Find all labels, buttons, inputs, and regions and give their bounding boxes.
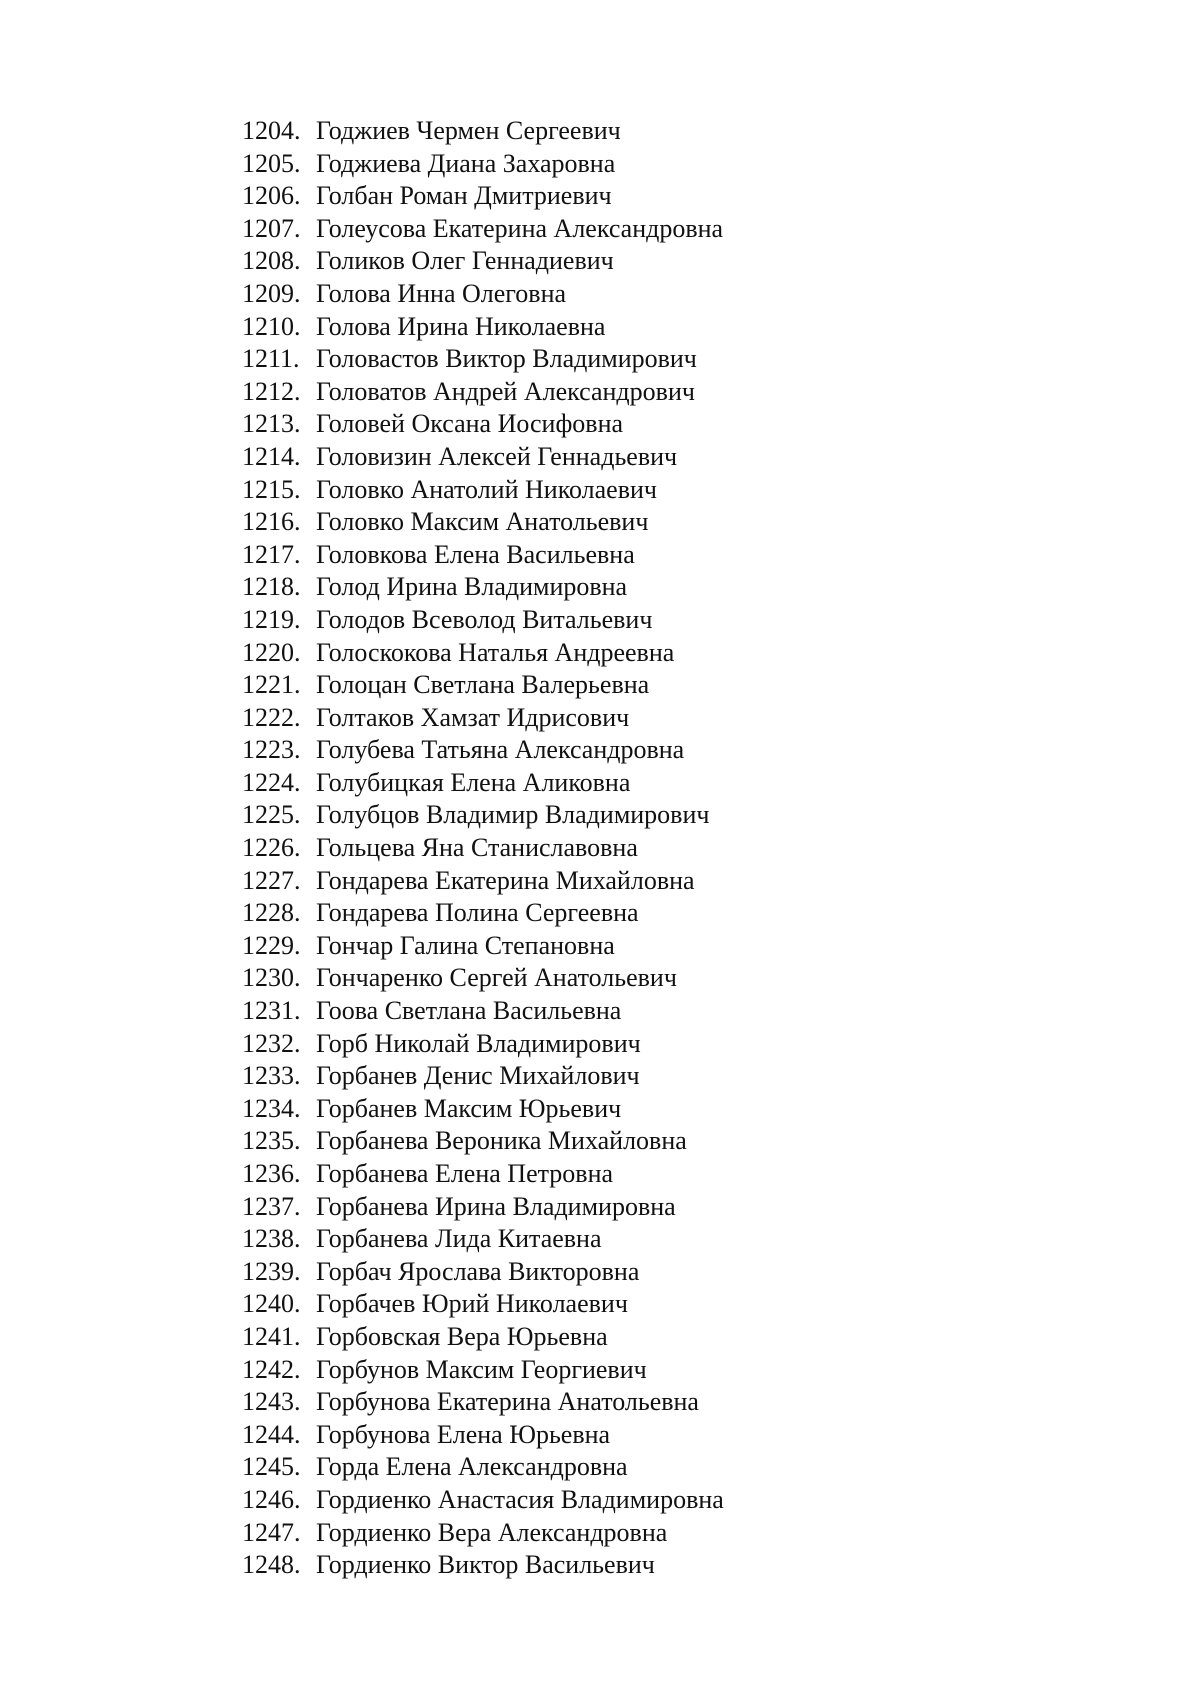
entry-number: 1228. [242, 898, 301, 928]
list-item [242, 311, 724, 344]
entry-number: 1224. [242, 767, 301, 797]
entry-name: Голубицкая Елена Аликовна [316, 767, 631, 797]
entry-number: 1232. [242, 1028, 301, 1058]
entry-name: Голова Инна Олеговна [316, 278, 567, 308]
entry-name: Годжиев Чермен Сергеевич [316, 116, 621, 145]
entry-number: 1225. [242, 800, 301, 830]
entry-name: Голтаков Хамзат Идрисович [316, 702, 630, 732]
entry-number: 1206. [242, 181, 301, 211]
entry-name: Головей Оксана Иосифовна [316, 409, 624, 439]
entry-number: 1207. [242, 213, 301, 243]
list-item [242, 897, 724, 930]
list-item [242, 245, 724, 278]
list-item [242, 669, 724, 702]
list-item [242, 734, 724, 767]
list-item [242, 441, 724, 474]
entry-name: Гольцева Яна Станиславовна [316, 833, 638, 863]
list-item [242, 799, 724, 832]
list-item [242, 995, 724, 1028]
entry-name: Горда Елена Александровна [316, 1452, 628, 1482]
entry-number: 1246. [242, 1484, 301, 1514]
entry-name: Голодов Всеволод Витальевич [316, 604, 653, 634]
entry-name: Головастов Виктор Владимирович [316, 344, 697, 374]
list-item [242, 962, 724, 995]
entry-number: 1216. [242, 507, 301, 537]
list-item [242, 1288, 724, 1321]
entry-name: Горб Николай Владимирович [316, 1028, 641, 1058]
entry-number: 1239. [242, 1256, 301, 1286]
entry-number: 1233. [242, 1061, 301, 1091]
list-item [242, 1191, 724, 1224]
list-item [242, 1060, 724, 1093]
entry-name: Горбанев Максим Юрьевич [316, 1093, 622, 1123]
entry-number: 1209. [242, 278, 301, 308]
entry-name: Головко Максим Анатольевич [316, 507, 649, 537]
entry-name: Голоскокова Наталья Андреевна [316, 637, 675, 667]
entry-number: 1230. [242, 963, 301, 993]
entry-name: Горбунова Елена Юрьевна [316, 1419, 611, 1449]
list-item [242, 1354, 724, 1387]
entry-name: Голубева Татьяна Александровна [316, 735, 685, 765]
entry-number: 1229. [242, 930, 301, 960]
entry-number: 1218. [242, 572, 301, 602]
list-item [242, 343, 724, 376]
entry-number: 1221. [242, 670, 301, 700]
list-item [242, 278, 724, 311]
list-item [242, 702, 724, 735]
list-item [242, 115, 724, 148]
entry-number: 1217. [242, 539, 301, 569]
entry-name: Гордиенко Анастасия Владимировна [316, 1484, 724, 1514]
entry-number: 1211. [242, 344, 300, 374]
entry-number: 1210. [242, 311, 301, 341]
entry-name: Голиков Олег Геннадиевич [316, 246, 614, 276]
entry-number: 1226. [242, 833, 301, 863]
list-item [242, 1517, 724, 1550]
entry-name: Горбанев Денис Михайлович [316, 1061, 640, 1091]
entry-name: Гондарева Екатерина Михайловна [316, 865, 695, 895]
entry-number: 1231. [242, 996, 301, 1026]
entry-name: Горбовская Вера Юрьевна [316, 1321, 608, 1351]
list-item [242, 1419, 724, 1452]
entry-number: 1234. [242, 1093, 301, 1123]
entry-name: Годжиева Диана Захаровна [316, 148, 616, 178]
entry-number: 1236. [242, 1159, 301, 1188]
entry-number: 1215. [242, 474, 301, 504]
entry-name: Горбунов Максим Георгиевич [316, 1354, 647, 1384]
list-item [242, 180, 724, 213]
entry-number: 1212. [242, 376, 301, 406]
entry-number: 1237. [242, 1191, 301, 1221]
entry-name: Гордиенко Вера Александровна [316, 1517, 668, 1547]
entry-name: Горбанева Ирина Владимировна [316, 1191, 676, 1221]
list-item [242, 930, 724, 963]
entry-name: Горбачев Юрий Николаевич [316, 1289, 628, 1319]
entry-name: Головкова Елена Васильевна [316, 539, 635, 569]
list-item [242, 1451, 724, 1484]
entry-name: Головатов Андрей Александрович [316, 376, 695, 406]
entry-name: Горбунова Екатерина Анатольевна [316, 1387, 699, 1417]
entry-number: 1204. [242, 116, 301, 145]
entry-name: Головко Анатолий Николаевич [316, 474, 657, 504]
list-item [242, 148, 724, 181]
entry-number: 1245. [242, 1452, 301, 1482]
list-item [242, 474, 724, 507]
entry-name: Горбанева Елена Петровна [316, 1159, 614, 1188]
list-item [242, 1093, 724, 1126]
entry-name: Гончар Галина Степановна [316, 930, 615, 960]
list-item [242, 767, 724, 800]
entry-name: Горбач Ярослава Викторовна [316, 1256, 640, 1286]
list-item [242, 408, 724, 441]
entry-name: Голова Ирина Николаевна [316, 311, 606, 341]
entry-number: 1219. [242, 604, 301, 634]
entry-number: 1227. [242, 865, 301, 895]
list-item [242, 1484, 724, 1517]
list-item [242, 1223, 724, 1256]
entry-number: 1208. [242, 246, 301, 276]
entry-name: Гончаренко Сергей Анатольевич [316, 963, 677, 993]
entry-number: 1213. [242, 409, 301, 439]
entry-name: Головизин Алексей Геннадьевич [316, 441, 678, 471]
entry-name: Гоова Светлана Васильевна [316, 996, 622, 1026]
entry-number: 1242. [242, 1354, 301, 1384]
entry-name: Голеусова Екатерина Александровна [316, 213, 724, 243]
list-item [242, 865, 724, 898]
entry-number: 1241. [242, 1321, 301, 1351]
list-item [242, 1158, 724, 1191]
list-item [242, 506, 724, 539]
name-list [242, 115, 724, 1582]
entry-name: Голбан Роман Дмитриевич [316, 181, 612, 211]
entry-number: 1244. [242, 1419, 301, 1449]
entry-number: 1222. [242, 702, 301, 732]
list-item [242, 604, 724, 637]
list-item [242, 376, 724, 409]
entry-name: Голоцан Светлана Валерьевна [316, 670, 650, 700]
list-item [242, 1386, 724, 1419]
entry-number: 1223. [242, 735, 301, 765]
entry-number: 1247. [242, 1517, 301, 1547]
list-item [242, 213, 724, 246]
list-item [242, 1125, 724, 1158]
list-item [242, 1256, 724, 1289]
list-item [242, 539, 724, 572]
entry-name: Горбанева Вероника Михайловна [316, 1126, 687, 1156]
entry-number: 1235. [242, 1126, 301, 1156]
entry-name: Гондарева Полина Сергеевна [316, 898, 639, 928]
list-item [242, 832, 724, 865]
entry-name: Голод Ирина Владимировна [316, 572, 628, 602]
entry-number: 1220. [242, 637, 301, 667]
list-item [242, 571, 724, 604]
entry-name: Горбанева Лида Китаевна [316, 1224, 602, 1254]
entry-number: 1243. [242, 1387, 301, 1417]
list-item [242, 1028, 724, 1061]
list-item [242, 637, 724, 670]
entry-number: 1248. [242, 1550, 301, 1580]
entry-number: 1205. [242, 148, 301, 178]
entry-name: Голубцов Владимир Владимирович [316, 800, 710, 830]
entry-name: Гордиенко Виктор Васильевич [316, 1550, 655, 1580]
list-item [242, 1321, 724, 1354]
list-item [242, 1549, 724, 1582]
entry-number: 1238. [242, 1224, 301, 1254]
entry-number: 1240. [242, 1289, 301, 1319]
entry-number: 1214. [242, 441, 301, 471]
